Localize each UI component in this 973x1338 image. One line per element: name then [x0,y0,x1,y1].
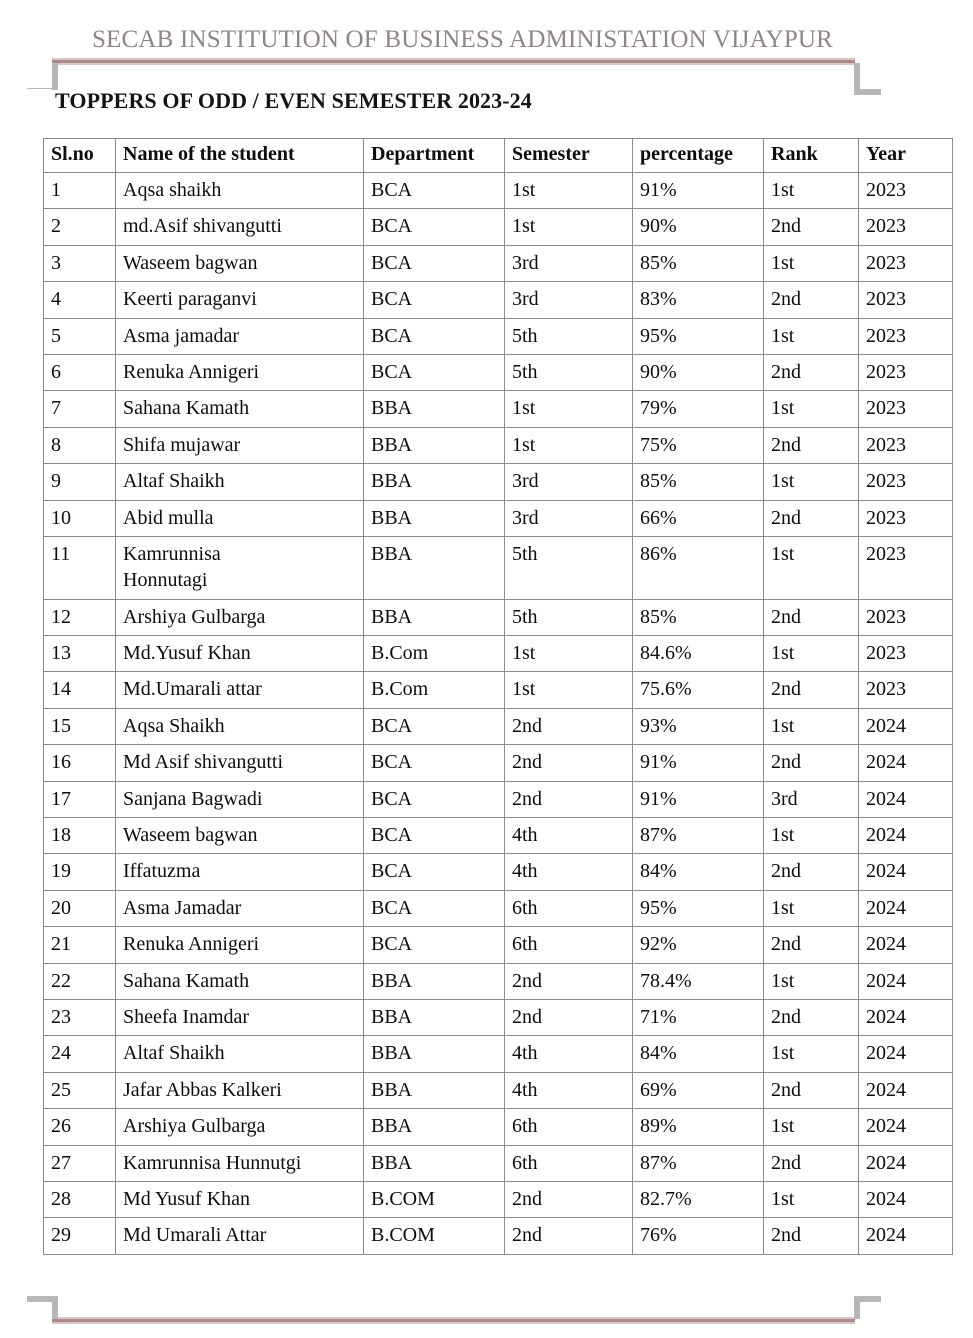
cell-slno: 5 [44,318,116,354]
student-name-line: Md.Yusuf Khan [123,642,251,665]
cell-year: 2023 [859,318,953,354]
cell-semester: 3rd [505,282,633,318]
cell-slno: 20 [44,890,116,926]
cell-year: 2024 [859,854,953,890]
cell-year: 2024 [859,1181,953,1217]
cell-name [116,672,364,708]
cell-percentage: 93% [633,708,764,744]
column-header-year: Year [859,139,953,173]
table-row [44,245,953,281]
cell-name [116,427,364,463]
cell-name [116,745,364,781]
cell-semester: 3rd [505,245,633,281]
student-name-line: Sahana Kamath [123,969,250,992]
cell-name [116,391,364,427]
cell-year: 2023 [859,245,953,281]
cell-slno: 3 [44,245,116,281]
cell-department: BCA [364,781,505,817]
cell-department: BCA [364,173,505,209]
cell-year: 2023 [859,282,953,318]
cell-percentage: 91% [633,781,764,817]
cell-year: 2024 [859,927,953,963]
cell-rank: 1st [764,318,859,354]
cell-department: BCA [364,818,505,854]
cell-rank: 2nd [764,282,859,318]
student-name-line: Jafar Abbas Kalkeri [123,1078,282,1101]
cell-rank: 2nd [764,500,859,536]
cell-department: B.Com [364,672,505,708]
cell-semester: 6th [505,890,633,926]
student-name-line: Sahana Kamath [123,397,250,420]
cell-slno: 7 [44,391,116,427]
cell-department: B.COM [364,1181,505,1217]
cell-rank: 1st [764,818,859,854]
cell-department: BBA [364,500,505,536]
cell-percentage: 87% [633,818,764,854]
cell-year: 2024 [859,745,953,781]
cell-percentage: 91% [633,173,764,209]
cell-percentage: 71% [633,999,764,1035]
table-row [44,927,953,963]
cell-semester: 2nd [505,745,633,781]
bracket-top-right-vertical [854,63,860,90]
column-header-sem: Semester [505,139,633,173]
cell-year: 2023 [859,391,953,427]
table-row [44,391,953,427]
cell-rank: 2nd [764,854,859,890]
cell-year: 2024 [859,999,953,1035]
cell-slno: 17 [44,781,116,817]
cell-semester: 2nd [505,963,633,999]
table-row [44,854,953,890]
table-row [44,354,953,390]
toppers-table-container [43,138,952,1255]
footer-decorative-rule [0,1292,973,1338]
cell-year: 2023 [859,173,953,209]
cell-name [116,1036,364,1072]
student-name-line: Altaf Shaikh [123,470,225,493]
cell-year: 2024 [859,1036,953,1072]
rose-rule-top [52,58,855,65]
student-name-line: Shifa mujawar [123,433,241,456]
cell-year: 2024 [859,963,953,999]
cell-semester: 5th [505,318,633,354]
cell-year: 2024 [859,781,953,817]
cell-name [116,500,364,536]
table-row [44,173,953,209]
cell-year: 2024 [859,708,953,744]
student-name-line: Altaf Shaikh [123,1042,225,1065]
student-name-line: Sheefa Inamdar [123,1005,250,1028]
cell-year: 2024 [859,1072,953,1108]
cell-slno: 25 [44,1072,116,1108]
student-name-line: Renuka Annigeri [123,933,260,956]
cell-name [116,818,364,854]
cell-department: BCA [364,745,505,781]
cell-slno: 9 [44,464,116,500]
cell-year: 2024 [859,1218,953,1254]
cell-rank: 2nd [764,745,859,781]
table-row [44,1181,953,1217]
student-name-line-2: Honnutagi [123,569,208,592]
cell-percentage: 75% [633,427,764,463]
cell-department: BCA [364,354,505,390]
cell-semester: 2nd [505,1181,633,1217]
cell-semester: 6th [505,1109,633,1145]
student-name-line: Arshiya Gulbarga [123,1115,266,1138]
cell-slno: 28 [44,1181,116,1217]
cell-percentage: 83% [633,282,764,318]
cell-department: BBA [364,1109,505,1145]
institution-name: SECAB INSTITUTION OF BUSINESS ADMINISTATION VIJAYPUR [91,26,834,53]
cell-slno: 26 [44,1109,116,1145]
cell-slno: 12 [44,599,116,635]
cell-percentage: 78.4% [633,963,764,999]
cell-name [116,890,364,926]
cell-semester: 5th [505,536,633,599]
cell-year: 2023 [859,599,953,635]
student-name-line: Md Umarali Attar [123,1224,267,1247]
cell-slno: 18 [44,818,116,854]
cell-rank: 2nd [764,1072,859,1108]
cell-percentage: 76% [633,1218,764,1254]
cell-slno: 8 [44,427,116,463]
cell-name [116,854,364,890]
cell-slno: 19 [44,854,116,890]
cell-name [116,536,364,599]
cell-percentage: 92% [633,927,764,963]
cell-department: BBA [364,1145,505,1181]
table-row [44,708,953,744]
cell-department: BCA [364,708,505,744]
cell-rank: 2nd [764,1145,859,1181]
rose-rule-bottom [52,1317,855,1324]
cell-percentage: 86% [633,536,764,599]
cell-name [116,708,364,744]
table-row [44,318,953,354]
cell-percentage: 79% [633,391,764,427]
cell-semester: 6th [505,927,633,963]
cell-department: BBA [364,999,505,1035]
cell-semester: 4th [505,1072,633,1108]
cell-name [116,354,364,390]
student-name-line: Asma jamadar [123,324,240,347]
cell-name [116,245,364,281]
table-row [44,536,953,599]
student-name-line: Arshiya Gulbarga [123,605,266,628]
cell-year: 2023 [859,209,953,245]
cell-rank: 1st [764,1181,859,1217]
student-name-line: Waseem bagwan [123,824,258,847]
cell-rank: 2nd [764,1218,859,1254]
table-row [44,636,953,672]
table-row [44,209,953,245]
student-name-line: Waseem bagwan [123,251,258,274]
cell-percentage: 82.7% [633,1181,764,1217]
student-name-line: Kamrunnisa Hunnutgi [123,1151,302,1174]
cell-semester: 1st [505,391,633,427]
cell-semester: 2nd [505,781,633,817]
cell-slno: 4 [44,282,116,318]
column-header-slno: Sl.no [44,139,116,173]
table-row [44,672,953,708]
table-row [44,890,953,926]
cell-rank: 2nd [764,999,859,1035]
cell-semester: 4th [505,854,633,890]
cell-year: 2024 [859,818,953,854]
cell-department: BCA [364,245,505,281]
cell-name [116,963,364,999]
cell-semester: 2nd [505,708,633,744]
cell-rank: 2nd [764,672,859,708]
cell-department: BCA [364,890,505,926]
table-row [44,1218,953,1254]
cell-semester: 6th [505,1145,633,1181]
cell-rank: 1st [764,963,859,999]
cell-slno: 15 [44,708,116,744]
cell-slno: 1 [44,173,116,209]
cell-year: 2024 [859,1145,953,1181]
cell-percentage: 84.6% [633,636,764,672]
cell-name [116,636,364,672]
cell-slno: 24 [44,1036,116,1072]
table-row [44,500,953,536]
cell-semester: 1st [505,173,633,209]
column-header-rank: Rank [764,139,859,173]
cell-department: BCA [364,209,505,245]
cell-rank: 1st [764,636,859,672]
cell-percentage: 84% [633,854,764,890]
table-row [44,1145,953,1181]
cell-slno: 13 [44,636,116,672]
cell-percentage: 95% [633,318,764,354]
cell-name [116,927,364,963]
cell-semester: 1st [505,636,633,672]
bracket-bottom-left [27,1296,53,1302]
student-name-line: Kamrunnisa [123,542,221,565]
cell-semester: 1st [505,209,633,245]
table-header-row [44,139,953,173]
cell-department: B.COM [364,1218,505,1254]
cell-semester: 5th [505,599,633,635]
cell-percentage: 85% [633,599,764,635]
cell-slno: 22 [44,963,116,999]
cell-percentage: 90% [633,354,764,390]
student-name-line: Md Asif shivangutti [123,751,284,774]
cell-percentage: 89% [633,1109,764,1145]
cell-slno: 6 [44,354,116,390]
cell-rank: 1st [764,536,859,599]
student-name-line: Md Yusuf Khan [123,1187,251,1210]
cell-name [116,999,364,1035]
cell-name [116,282,364,318]
bracket-bottom-right-vertical [854,1296,860,1319]
cell-percentage: 85% [633,245,764,281]
table-row [44,599,953,635]
cell-slno: 23 [44,999,116,1035]
cell-semester: 4th [505,1036,633,1072]
cell-rank: 2nd [764,354,859,390]
cell-year: 2023 [859,672,953,708]
cell-year: 2023 [859,500,953,536]
table-row [44,464,953,500]
column-header-pct: percentage [633,139,764,173]
cell-department: BBA [364,464,505,500]
bracket-bottom-left-vertical [52,1296,58,1319]
cell-department: BCA [364,282,505,318]
column-header-name: Name of the student [116,139,364,173]
cell-rank: 2nd [764,209,859,245]
cell-semester: 3rd [505,464,633,500]
cell-name [116,464,364,500]
student-name-line: Md.Umarali attar [123,678,262,701]
cell-percentage: 69% [633,1072,764,1108]
bracket-top-left-vertical [52,63,58,90]
cell-rank: 2nd [764,427,859,463]
cell-percentage: 66% [633,500,764,536]
table-row [44,427,953,463]
cell-rank: 1st [764,391,859,427]
cell-department: BBA [364,1036,505,1072]
student-name-line: Renuka Annigeri [123,360,260,383]
student-name-line: Aqsa Shaikh [123,714,225,737]
cell-rank: 1st [764,173,859,209]
cell-name [116,781,364,817]
cell-slno: 29 [44,1218,116,1254]
cell-year: 2023 [859,354,953,390]
cell-percentage: 75.6% [633,672,764,708]
cell-slno: 27 [44,1145,116,1181]
table-row [44,963,953,999]
cell-year: 2023 [859,464,953,500]
student-name-line: Asma Jamadar [123,896,242,919]
cell-percentage: 87% [633,1145,764,1181]
student-name-line: Sanjana Bagwadi [123,787,263,810]
bracket-top-left [27,63,53,89]
student-name-line: Abid mulla [123,506,214,529]
cell-semester: 5th [505,354,633,390]
cell-slno: 16 [44,745,116,781]
cell-percentage: 95% [633,890,764,926]
table-row [44,1072,953,1108]
cell-rank: 1st [764,245,859,281]
cell-department: BBA [364,391,505,427]
cell-department: BBA [364,1072,505,1108]
cell-rank: 1st [764,464,859,500]
cell-semester: 2nd [505,1218,633,1254]
cell-department: BBA [364,599,505,635]
cell-name [116,1218,364,1254]
cell-semester: 2nd [505,999,633,1035]
cell-name [116,1181,364,1217]
cell-name [116,173,364,209]
cell-name [116,209,364,245]
cell-rank: 1st [764,708,859,744]
cell-name [116,318,364,354]
table-row [44,1109,953,1145]
student-name-line: Iffatuzma [123,860,201,883]
column-header-dept: Department [364,139,505,173]
cell-department: BBA [364,963,505,999]
page-title: TOPPERS OF ODD / EVEN SEMESTER 2023-24 [55,88,532,113]
table-row [44,1036,953,1072]
student-name-line: Aqsa shaikh [123,179,222,201]
table-row [44,999,953,1035]
cell-rank: 2nd [764,599,859,635]
cell-percentage: 84% [633,1036,764,1072]
cell-year: 2024 [859,1109,953,1145]
cell-rank: 1st [764,890,859,926]
cell-department: BBA [364,536,505,599]
cell-semester: 3rd [505,500,633,536]
cell-semester: 1st [505,427,633,463]
cell-name [116,599,364,635]
cell-slno: 2 [44,209,116,245]
cell-department: B.Com [364,636,505,672]
cell-name [116,1072,364,1108]
student-name-line: md.Asif shivangutti [123,215,282,238]
cell-percentage: 85% [633,464,764,500]
cell-year: 2023 [859,536,953,599]
cell-semester: 1st [505,672,633,708]
cell-department: BCA [364,318,505,354]
cell-percentage: 90% [633,209,764,245]
cell-semester: 4th [505,818,633,854]
table-row [44,745,953,781]
table-row [44,818,953,854]
toppers-table [43,138,953,1255]
cell-name [116,1145,364,1181]
cell-slno: 10 [44,500,116,536]
cell-department: BCA [364,927,505,963]
cell-rank: 1st [764,1036,859,1072]
cell-slno: 21 [44,927,116,963]
cell-name [116,1109,364,1145]
cell-rank: 2nd [764,927,859,963]
cell-year: 2024 [859,890,953,926]
cell-rank: 1st [764,1109,859,1145]
student-name-line: Keerti paraganvi [123,288,257,311]
table-row [44,781,953,817]
table-row [44,282,953,318]
cell-year: 2023 [859,636,953,672]
cell-department: BBA [364,427,505,463]
cell-rank: 3rd [764,781,859,817]
cell-department: BCA [364,854,505,890]
cell-year: 2023 [859,427,953,463]
cell-slno: 11 [44,536,116,599]
cell-percentage: 91% [633,745,764,781]
cell-slno: 14 [44,672,116,708]
